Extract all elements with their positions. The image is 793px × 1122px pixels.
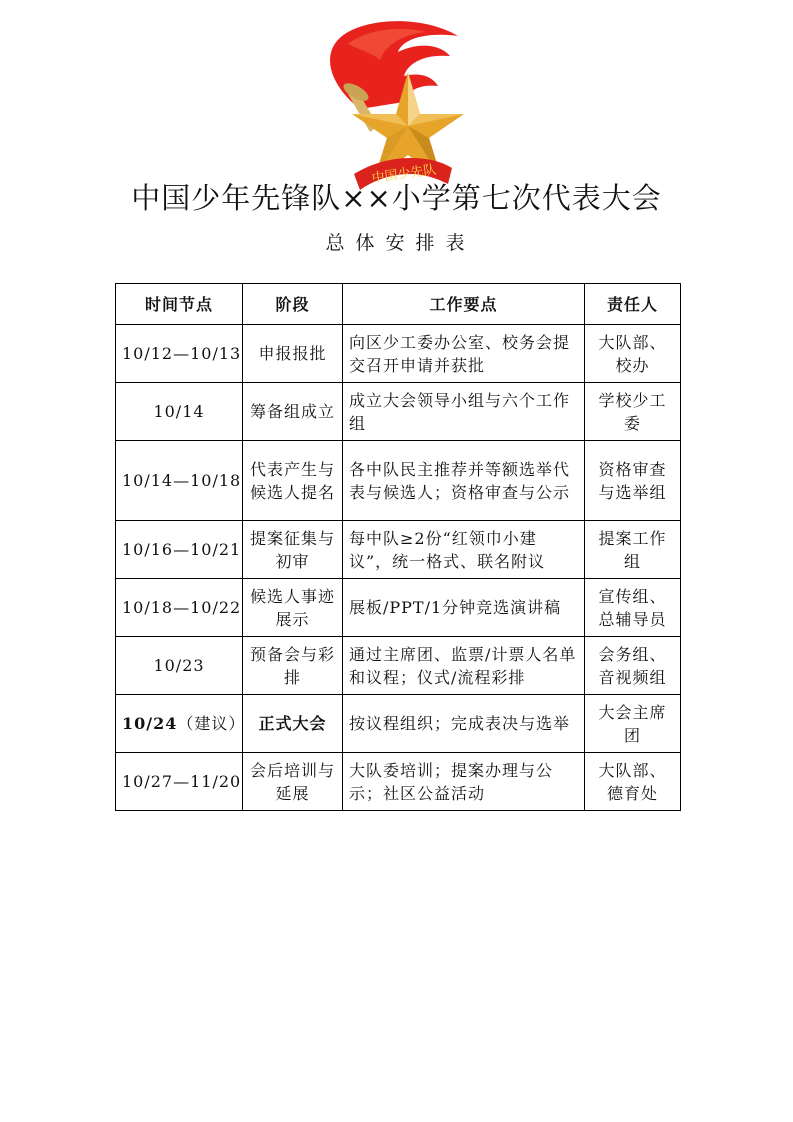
header-points: 工作要点 (343, 284, 585, 325)
cell-phase: 筹备组成立 (243, 383, 343, 441)
cell-points: 大队委培训；提案办理与公示；社区公益活动 (343, 753, 585, 811)
cell-time-date: 10/24 (122, 714, 178, 733)
cell-time-note: （建议） (177, 714, 246, 733)
table-header-row (116, 284, 681, 325)
cell-time: 10/18—10/22 (116, 579, 243, 637)
cell-points: 各中队民主推荐并等额选举代表与候选人；资格审查与公示 (343, 441, 585, 521)
cell-time: 10/14 (116, 383, 243, 441)
emblem-ribbon-text: 中国少先队 (370, 162, 438, 187)
cell-phase: 预备会与彩排 (243, 637, 343, 695)
cell-time (116, 695, 246, 753)
table-row (116, 637, 681, 695)
cell-owner: 大会主席团 (585, 695, 681, 753)
cell-points: 按议程组织；完成表决与选举 (343, 695, 585, 753)
cell-points: 向区少工委办公室、校务会提交召开申请并获批 (343, 325, 585, 383)
cell-points: 通过主席团、监票/计票人名单和议程；仪式/流程彩排 (343, 637, 585, 695)
cell-phase: 正式大会 (243, 695, 343, 753)
table-row (116, 441, 681, 521)
cell-phase: 提案征集与初审 (243, 521, 343, 579)
cell-owner: 资格审查与选举组 (585, 441, 681, 521)
cell-phase: 候选人事迹展示 (243, 579, 343, 637)
header-time: 时间节点 (116, 284, 243, 325)
header-phase: 阶段 (243, 284, 343, 325)
table-row (116, 695, 681, 753)
page-title: 中国少年先锋队××小学第七次代表大会 (131, 181, 662, 215)
cell-owner: 会务组、音视频组 (585, 637, 681, 695)
table-row (116, 753, 681, 811)
cell-owner: 大队部、德育处 (585, 753, 681, 811)
cell-owner: 提案工作组 (585, 521, 681, 579)
cell-phase: 代表产生与候选人提名 (243, 441, 343, 521)
cell-phase: 会后培训与延展 (243, 753, 343, 811)
header-owner: 责任人 (585, 284, 681, 325)
schedule-table (115, 283, 681, 811)
cell-time: 10/16—10/21 (116, 521, 243, 579)
table-row (116, 383, 681, 441)
cell-points: 每中队≥2份“红领巾小建议”，统一格式、联名附议 (343, 521, 585, 579)
cell-owner: 宣传组、总辅导员 (585, 579, 681, 637)
table-row (116, 521, 681, 579)
young-pioneers-emblem (308, 14, 488, 194)
table-row (116, 325, 681, 383)
cell-phase: 申报报批 (243, 325, 343, 383)
cell-time: 10/23 (116, 637, 243, 695)
cell-time: 10/27—11/20 (116, 753, 243, 811)
cell-owner: 大队部、校办 (585, 325, 681, 383)
cell-time: 10/12—10/13 (116, 325, 243, 383)
cell-points: 展板/PPT/1分钟竞选演讲稿 (343, 579, 585, 637)
cell-owner: 学校少工委 (585, 383, 681, 441)
table-row (116, 579, 681, 637)
cell-points: 成立大会领导小组与六个工作组 (343, 383, 585, 441)
page-subtitle: 总体安排表 (325, 232, 476, 254)
cell-time: 10/14—10/18 (116, 441, 243, 521)
